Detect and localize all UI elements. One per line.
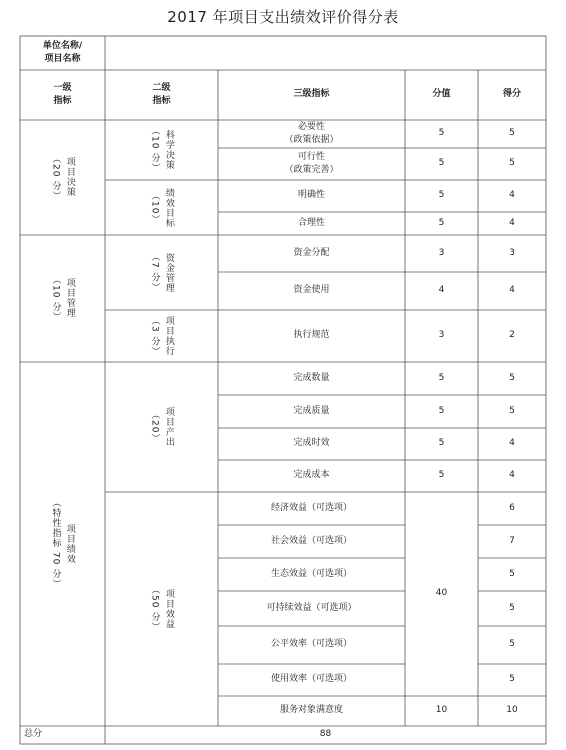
row-name: 明确性 <box>297 190 325 201</box>
level2-output: 项目产出 （20） <box>149 407 174 447</box>
row-weight: 5 <box>438 438 445 449</box>
row-name: 完成时效 <box>293 438 330 449</box>
row-weight: 5 <box>438 405 445 416</box>
level1-management: 项目管理 （10 分） <box>50 274 75 323</box>
unit-label: 单位名称/ 项目名称 <box>42 40 83 64</box>
row-name: 必要性 （政策依据） <box>284 121 339 145</box>
row-score: 4 <box>509 217 515 228</box>
row-weight: 5 <box>438 470 445 481</box>
row-weight: 10 <box>435 705 448 716</box>
row-weight: 3 <box>438 247 445 258</box>
level2-goal: 绩效目标 （10） <box>149 187 174 228</box>
effect-weight: 40 <box>435 588 448 599</box>
row-name: 资金使用 <box>293 285 330 296</box>
row-name: 服务对象满意度 <box>279 705 343 716</box>
row-name: 可持续效益（可选项） <box>266 602 357 613</box>
col-score: 得分 <box>502 89 521 100</box>
row-name: 合理性 <box>297 217 325 228</box>
row-score: 5 <box>509 372 515 383</box>
row-name: 执行规范 <box>293 330 330 341</box>
row-name: 完成质量 <box>293 405 330 416</box>
row-name: 公平效率（可选项） <box>270 639 352 650</box>
row-name: 社会效益（可选项） <box>270 535 352 546</box>
row-weight: 5 <box>438 372 445 383</box>
row-score: 4 <box>509 470 515 481</box>
col-level3: 三级指标 <box>293 89 330 100</box>
total-value: 88 <box>319 729 332 740</box>
row-score: 4 <box>509 438 515 449</box>
row-weight: 5 <box>438 217 445 228</box>
row-weight: 5 <box>438 158 445 169</box>
row-name: 生态效益（可选项） <box>270 568 352 579</box>
row-weight: 5 <box>438 128 445 139</box>
row-name: 完成数量 <box>293 372 330 383</box>
col-level2: 二级 指标 <box>152 82 171 106</box>
level2-funds: 资金管理 （7 分） <box>149 252 174 293</box>
row-score: 5 <box>509 158 515 169</box>
level2-effect: 项目效益 （50 分） <box>149 585 174 633</box>
col-level1: 一级 指标 <box>53 82 72 106</box>
row-score: 5 <box>509 568 515 579</box>
row-name: 经济效益（可选项） <box>270 502 352 513</box>
row-score: 2 <box>509 330 515 341</box>
row-name: 完成成本 <box>293 470 330 481</box>
row-name: 资金分配 <box>293 247 330 258</box>
level1-decision: 项目决策 （20 分） <box>50 153 75 202</box>
row-score: 4 <box>509 190 515 201</box>
level2-science: 科学决策 （10 分） <box>149 126 174 174</box>
page-title: 2017 年项目支出绩效评价得分表 <box>167 8 399 26</box>
row-weight: 5 <box>438 190 445 201</box>
row-name: 可行性 （政策完善） <box>284 151 339 175</box>
row-score: 3 <box>509 247 515 258</box>
total-label: 总分 <box>24 729 43 740</box>
level2-exec: 项目执行 （3 分） <box>149 315 174 357</box>
row-score: 5 <box>509 639 515 650</box>
col-weight: 分值 <box>432 89 451 100</box>
row-name: 使用效率（可选项） <box>270 674 352 685</box>
row-score: 4 <box>509 285 515 296</box>
row-score: 5 <box>509 128 515 139</box>
row-weight: 4 <box>438 285 445 296</box>
row-score: 5 <box>509 602 515 613</box>
row-weight: 3 <box>438 330 445 341</box>
row-score: 10 <box>506 705 518 716</box>
level1-performance: 项目绩效 （特性指标 70 分） <box>50 498 75 590</box>
row-score: 6 <box>509 502 515 513</box>
row-score: 5 <box>509 405 515 416</box>
row-score: 7 <box>509 535 515 546</box>
row-score: 5 <box>509 674 515 685</box>
